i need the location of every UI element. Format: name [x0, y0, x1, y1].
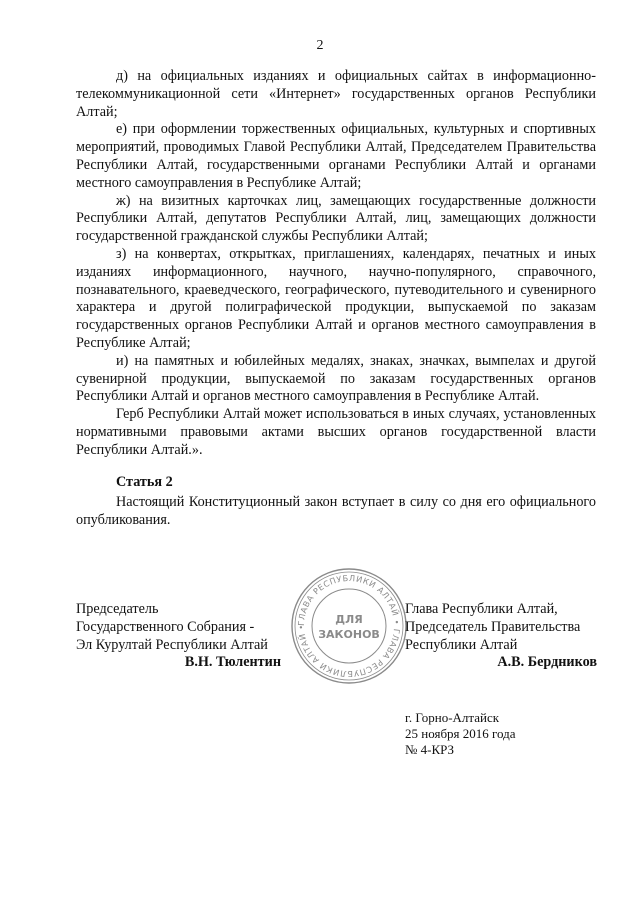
official-seal-stamp — [288, 565, 410, 687]
left-signatory-name: В.Н. Тюлентин — [184, 654, 281, 671]
paragraph-e: е) при оформлении торжественных официальных, культурных и спортивных мероприятий, проводимых Главой Республики Алтай, Председателем Правительства Республики Алтай, государственными органами Республики Алтай и органами местного самоуправления в Республике Алтай; — [76, 121, 596, 191]
article-heading: Статья 2 — [116, 473, 173, 490]
paragraph-z: з) на конвертах, открытках, приглашениях, календарях, печатных и иных изданиях информационного, научного, научно-популярного, справочного, познавательного, краеведческого, географического, путеводительного и сувенирного характера и другой полиграфической продукции, выпускаемой по заказам государственных органов Республики Алтай и органов местного самоуправления в Республике Алтай; — [76, 245, 596, 351]
document-number: № 4-КРЗ — [405, 742, 455, 757]
place-date-block — [405, 710, 516, 758]
seal-center-line2: ЗАКОНОВ — [318, 628, 380, 641]
right-title-line1: Глава Республики Алтай, — [405, 601, 558, 617]
place: г. Горно-Алтайск — [405, 710, 500, 725]
signature-block-left — [76, 601, 281, 672]
left-title-line1: Председатель — [76, 601, 159, 617]
paragraph-i: и) на памятных и юбилейных медалях, знаках, значках, вымпелах и другой сувенирной продукции, выпускаемой по заказам государственных органов Республики Алтай и органов местного самоуправления в Республике Алтай. — [76, 352, 596, 405]
right-title-line3: Республики Алтай — [405, 636, 518, 653]
seal-center-line1: ДЛЯ — [335, 613, 363, 626]
signature-block-right — [405, 601, 597, 672]
page-number: 2 — [316, 38, 324, 53]
paragraph-d: д) на официальных изданиях и официальных сайтах в информационно-телекоммуникационной сети «Интернет» государственных органов Республики Алтай; — [76, 68, 596, 120]
left-title-line2: Государственного Собрания - — [76, 618, 255, 635]
date: 25 ноября 2016 года — [405, 726, 516, 741]
article-text: Настоящий Конституционный закон вступает в силу со дня его официального опубликования. — [76, 494, 596, 529]
right-signatory-name: А.В. Бердников — [497, 654, 597, 671]
left-title-line3: Эл Курултай Республики Алтай — [76, 636, 268, 653]
right-title-line2: Председатель Правительства — [405, 618, 581, 635]
paragraph-coat-of-arms: Герб Республики Алтай может использоваться в иных случаях, установленных нормативными правовыми актами высших органов государственной власти Республики Алтай.». — [76, 406, 596, 458]
paragraph-zh: ж) на визитных карточках лиц, замещающих государственные должности Республики Алтай, депутатов Республики Алтай, лиц, замещающих должности государственной гражданской службы Республики Алтай; — [76, 192, 596, 245]
seal-ring-text: ГЛАВА РЕСПУБЛИКИ АЛТАЙ • ГЛАВА РЕСПУБЛИКИ АЛТАЙ • — [295, 572, 403, 680]
document-body — [76, 68, 596, 530]
